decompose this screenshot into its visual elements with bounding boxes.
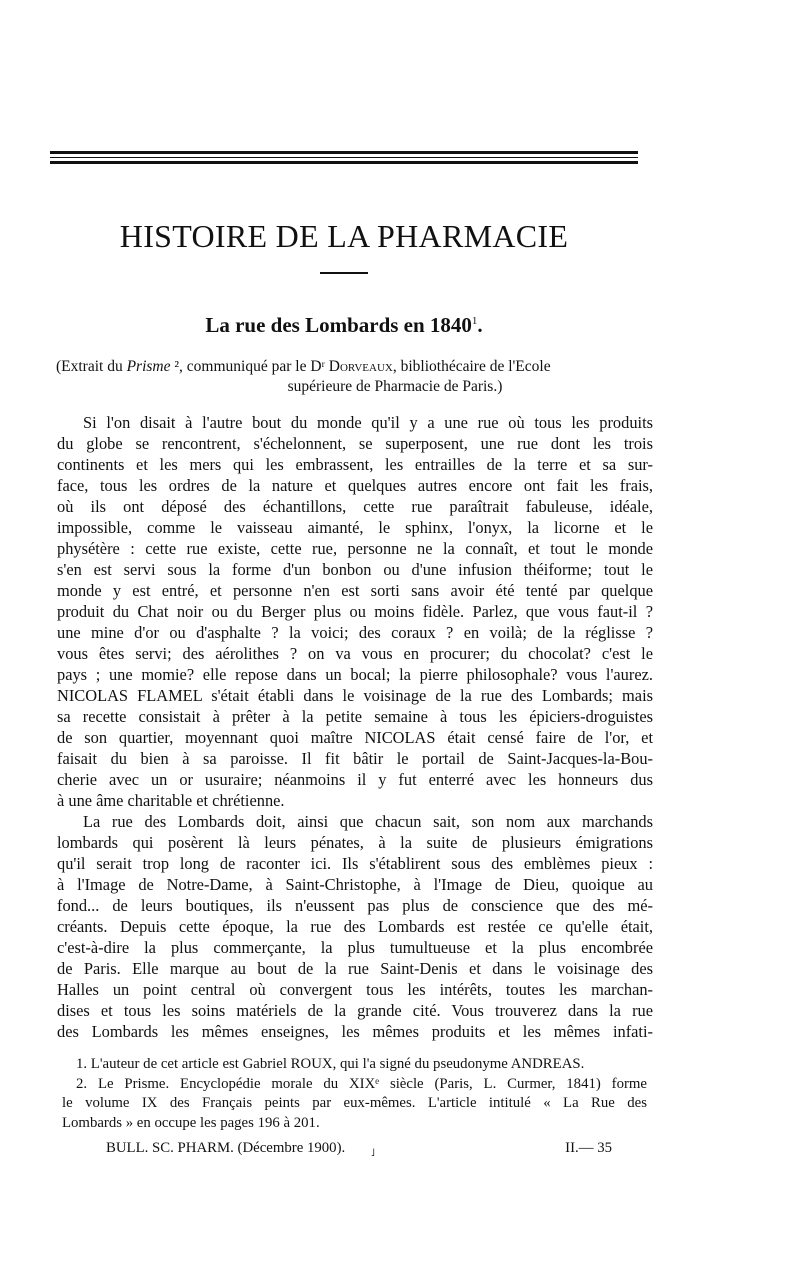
body-line: cherie avec un or usuraire; néanmoins il y fut enterré avec les honneurs dus <box>57 770 653 789</box>
extract-note <box>56 357 644 397</box>
footnotes <box>62 1055 647 1133</box>
extract-author: Dorveaux <box>328 358 393 375</box>
body-line: dises et tous les soins matériels de la grande cité. Vous trouverez dans la rue <box>57 1001 653 1020</box>
body-line: créants. Depuis cette époque, la rue des Lombards est restée ce qu'elle était, <box>57 917 653 936</box>
body-line: face, tous les ordres de la nature et quelques autres encore ont fait les frais, <box>57 476 653 495</box>
body-line: Halles un point central où convergent tous les intérêts, toutes les marchan- <box>57 980 653 999</box>
top-rule-thin <box>50 157 638 158</box>
body-line: impossible, comme le vaisseau aimanté, le sphinx, l'onyx, la licorne et le <box>57 518 653 537</box>
body-line: La rue des Lombards doit, ainsi que chacun sait, son nom aux marchands <box>83 812 653 831</box>
body-line: des Lombards les mêmes enseignes, les mêmes produits et les mêmes infati- <box>57 1022 653 1041</box>
body-line: monde y est entré, et personne n'en est sorti sans avoir été tenté par quelque <box>57 581 653 600</box>
body-line: lombards qui posèrent là leurs pénates, à la suite de plusieurs émigrations <box>57 833 653 852</box>
extract-text: (Extrait du <box>56 358 127 375</box>
body-line: continents et les mers qui les embrassent, les entrailles de la terre et sa sur- <box>57 455 653 474</box>
footnote-line: 1. L'auteur de cet article est Gabriel ROUX, qui l'a signé du pseudonyme ANDREAS. <box>76 1056 585 1072</box>
body-line: Si l'on disait à l'autre bout du monde qu'il y a une rue où tous les produits <box>83 413 653 432</box>
article-title: La rue des Lombards en 1840$^1$. <box>205 313 483 337</box>
body-line: qu'il serait trop long de raconter ici. Ils s'établirent sous des emblèmes pieux : <box>57 854 653 873</box>
body-line: du globe se rencontrent, s'échelonnent, se superposent, une rue dont les trois <box>57 434 653 453</box>
body-line: vous êtes servi; des aérolithes ? on va vous en procurer; du chocolat? c'est le <box>57 644 653 663</box>
body-line: de Paris. Elle marque au bout de la rue Saint-Denis et dans le voisinage des <box>57 959 653 978</box>
body-line: une mine d'or ou d'asphalte ? la voici; des coraux ? en voilà; de la réglisse ? <box>57 623 653 642</box>
footnote-ref-1: 1 <box>471 315 478 327</box>
extract-text-3: , bibliothécaire de l'Ecole <box>392 358 551 375</box>
footnote-line: Lombards » en occupe les pages 196 à 201. <box>62 1114 320 1131</box>
footer-mark: ˩ <box>371 1148 375 1159</box>
body-line: fond... de leurs boutiques, ils n'eussent pas plus de conscience que des mé- <box>57 896 653 915</box>
title-divider <box>320 272 368 274</box>
body-line: où ils ont déposé des échantillons, cette rue paraîtrait fabuleuse, idéale, <box>57 497 653 516</box>
footer-page-number: II.— 35 <box>565 1140 612 1156</box>
body-line: c'est-à-dire la plus commerçante, la plus tumultueuse et la plus encombrée <box>57 938 653 957</box>
extract-text-4: supérieure de Pharmacie de Paris.) <box>287 378 503 395</box>
body-line: à une âme charitable et chrétienne. <box>57 791 285 810</box>
footnote-line: le volume IX des Français peints par eux-mêmes. L'article intitulé « La Rue des <box>62 1095 647 1111</box>
extract-text-2: ², communiqué par le Dʳ <box>170 358 329 375</box>
extract-prisme: Prisme <box>126 358 171 375</box>
page-title: HISTOIRE DE LA PHARMACIE <box>119 218 569 254</box>
article-title-text: La rue des Lombards en 1840 <box>205 313 472 337</box>
body-line: s'en est servi sous la forme d'un bonbon ou d'une infusion théiforme; tout le <box>57 560 653 579</box>
body-line: de son quartier, moyennant quoi maître NICOLAS était censé faire de l'or, et <box>57 728 653 747</box>
body-line: produit du Chat noir ou du Berger plus ou moins fidèle. Parlez, que vous faut-il ? <box>57 602 653 621</box>
body-line: physétère : cette rue existe, cette rue, personne ne la connaît, et tout le monde <box>57 539 653 558</box>
body-line: faisait du bien à sa paroisse. Il fit bâtir le portail de Saint-Jacques-la-Bou- <box>57 749 653 768</box>
footnote-line: 2. Le Prisme. Encyclopédie morale du XIXᵉ siècle (Paris, L. Curmer, 1841) forme <box>76 1075 647 1092</box>
body-text <box>57 412 653 1042</box>
page-footer <box>106 1140 612 1157</box>
body-line: pays ; une momie? elle repose dans un bocal; la pierre philosophale? vous l'aurez. <box>57 665 653 684</box>
top-rule-thick <box>50 151 638 154</box>
body-line: NICOLAS FLAMEL s'était établi dans le voisinage de la rue des Lombards; mais <box>57 686 653 705</box>
top-rule-thick-2 <box>50 161 638 164</box>
footer-journal: BULL. SC. PHARM. (Décembre 1900). <box>106 1140 346 1156</box>
body-line: sa recette consistait à prêter à la petite semaine à tous les épiciers-droguistes <box>57 707 653 726</box>
body-line: à l'Image de Notre-Dame, à Saint-Christophe, à l'Image de Dieu, quoique au <box>57 875 653 894</box>
